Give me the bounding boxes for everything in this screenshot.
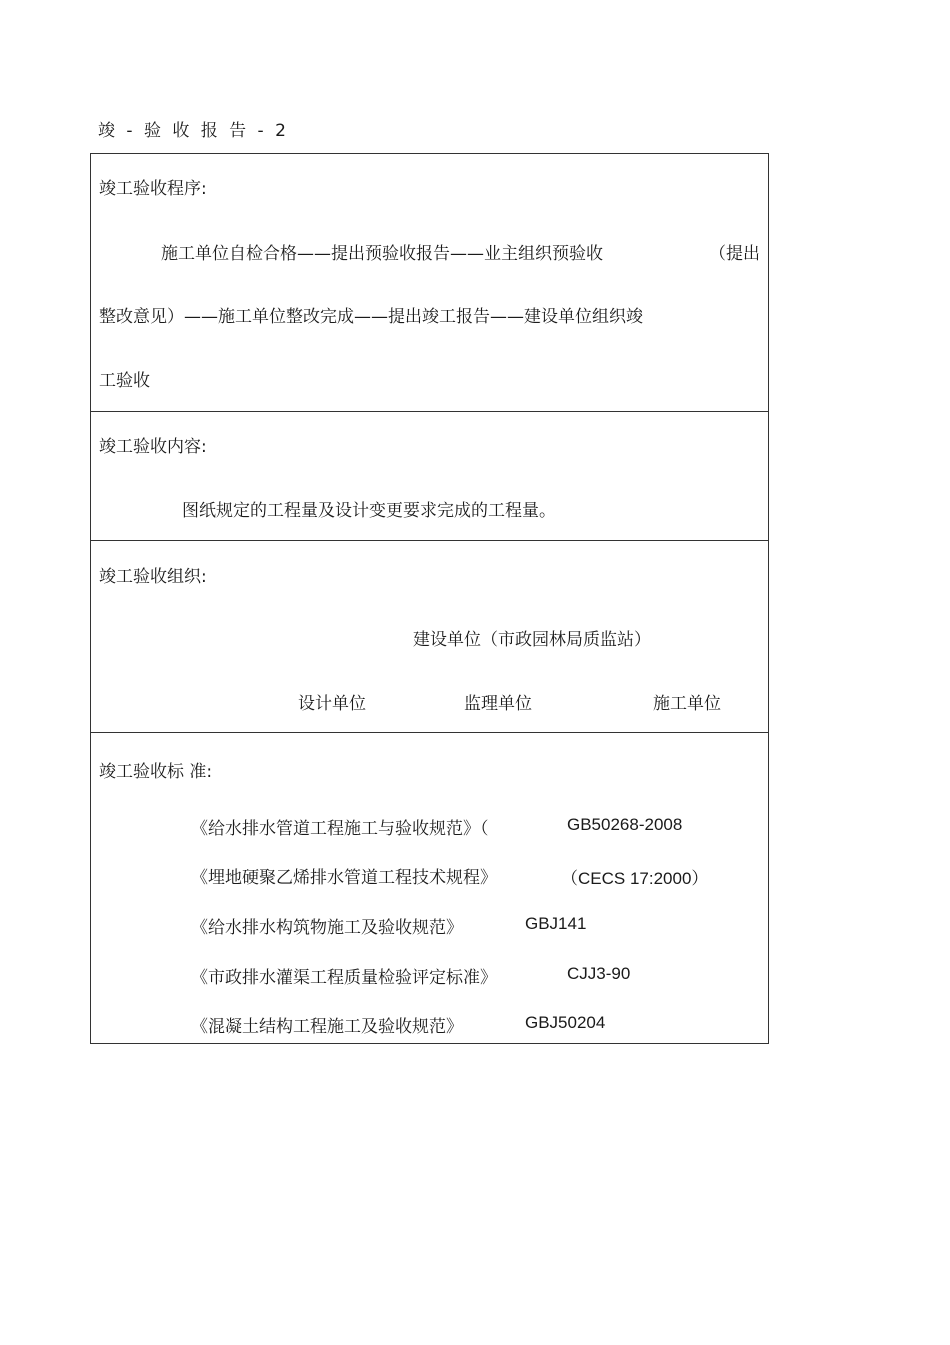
organization-heading: 竣工验收组织:: [99, 567, 207, 587]
procedure-line-3: 工验收: [99, 371, 150, 391]
organization-unit-construction: 施工单位: [653, 694, 721, 714]
organization-lead-unit: 建设单位（市政园林局质监站）: [413, 630, 651, 650]
section-divider: [91, 411, 768, 412]
procedure-line-1: 施工单位自检合格——提出预验收报告——业主组织预验收: [161, 244, 603, 264]
document-title: 竣 - 验 收 报 告 - 2: [98, 121, 289, 141]
standard-code: （CECS 17:2000）: [561, 869, 709, 888]
standard-code: CJJ3-90: [567, 964, 631, 983]
standards-heading: 竣工验收标 准:: [99, 762, 213, 782]
report-table: [90, 153, 769, 1044]
organization-unit-supervision: 监理单位: [464, 694, 532, 714]
standard-code: GB50268-2008: [567, 815, 683, 834]
content-heading: 竣工验收内容:: [99, 437, 207, 457]
procedure-line-2: 整改意见）——施工单位整改完成——提出竣工报告——建设单位组织竣: [99, 307, 643, 327]
standard-code: GBJ141: [525, 914, 587, 933]
standard-name: 《市政排水灌渠工程质量检验评定标准》: [191, 968, 497, 988]
standard-name: 《给水排水管道工程施工与验收规范》（: [191, 819, 489, 839]
organization-unit-design: 设计单位: [298, 694, 366, 714]
content-body: 图纸规定的工程量及设计变更要求完成的工程量。: [182, 501, 556, 521]
standard-name: 《混凝土结构工程施工及验收规范》: [191, 1017, 463, 1037]
section-divider: [91, 540, 768, 541]
standard-name: 《给水排水构筑物施工及验收规范》: [191, 918, 463, 938]
standard-code: GBJ50204: [525, 1013, 606, 1032]
procedure-line-1-end: （提出: [709, 244, 760, 264]
standard-name: 《埋地硬聚乙烯排水管道工程技术规程》: [191, 868, 497, 888]
section-divider: [91, 732, 768, 733]
procedure-heading: 竣工验收程序:: [99, 179, 207, 199]
